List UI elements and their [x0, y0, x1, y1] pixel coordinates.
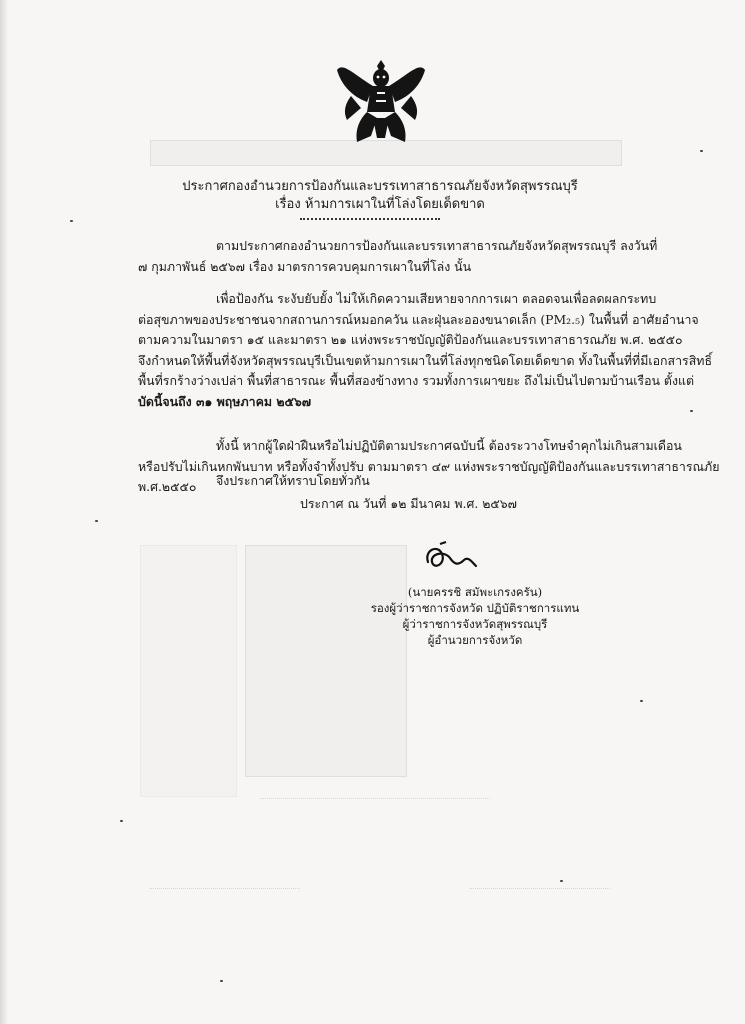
paragraph-reference	[138, 236, 658, 277]
scan-speck	[120, 820, 123, 822]
paragraph-line: ตามประกาศกองอำนวยการป้องกันและบรรเทาสาธารณภัยจังหวัดสุพรรณบุรี ลงวันที่	[216, 238, 658, 253]
paragraph-prohibition	[138, 289, 713, 413]
scan-speck	[70, 220, 73, 222]
scan-speck	[700, 150, 703, 152]
scan-speck	[640, 700, 643, 702]
scan-speck	[220, 980, 223, 982]
scan-edge-shadow	[0, 0, 8, 1024]
paragraph-line: ตามความในมาตรา ๑๕ และมาตรา ๒๑ แห่งพระราชบัญญัติป้องกันและบรรเทาสาธารณภัย พ.ศ. ๒๕๕๐	[138, 332, 683, 348]
prohibition-period: บัดนี้จนถึง ๓๑ พฤษภาคม ๒๕๖๗	[138, 393, 312, 409]
signatory-position: ผู้ว่าราชการจังหวัดสุพรรณบุรี	[402, 617, 548, 631]
signatory-position: ผู้อำนวยการจังหวัด	[427, 633, 523, 647]
paragraph-line: หรือปรับไม่เกินหกพันบาท หรือทั้งจำทั้งปรับ ตามมาตรา ๔๙ แห่งพระราชบัญญัติป้องกันและบรรเทาสาธารณภัย	[138, 458, 720, 474]
handwritten-signature-icon	[420, 540, 480, 574]
bleed-through-column-box	[140, 545, 237, 797]
signatory-name: (นายครรชิ สมัพะเกรงครัน)	[407, 585, 543, 599]
signatory-position: รองผู้ว่าราชการจังหวัด ปฏิบัติราชการแทน	[370, 601, 580, 615]
title-divider	[300, 218, 440, 220]
closing-line: จึงประกาศให้ทราบโดยทั่วกัน	[216, 473, 370, 488]
paragraph-line: ๗ กุมภาพันธ์ ๒๕๖๗ เรื่อง มาตรการควบคุมการเผาในที่โล่ง นั้น	[138, 258, 472, 274]
paragraph-line: จึงกำหนดให้พื้นที่จังหวัดสุพรรณบุรีเป็นเขตห้ามการเผาในที่โล่งทุกชนิดโดยเด็ดขาด ทั้งในพื้นที่ที่มีเอกสารสิทธิ์	[138, 352, 713, 368]
bleed-through-line	[150, 888, 300, 889]
paragraph-line: ต่อสุขภาพของประชาชนจากสถานการณ์หมอกควัน และฝุ่นละอองขนาดเล็ก (PM₂.₅) ในพื้นที่ อาศัยอำนาจ	[138, 311, 699, 327]
scan-speck	[95, 520, 98, 522]
scan-speck	[690, 410, 693, 412]
paragraph-line: พื้นที่รกร้างว่างเปล่า พื้นที่สาธารณะ พื้นที่สองข้างทาง รวมทั้งการเผาขยะ ถึงไม่เป็นไปตามบ้านเรือน ตั้งแต่	[138, 373, 695, 389]
scan-speck	[560, 880, 563, 882]
bleed-through-photo-box	[245, 545, 407, 777]
announcement-subject: เรื่อง ห้ามการเผาในที่โล่งโดยเด็ดขาด	[275, 197, 485, 212]
announcement-date: ประกาศ ณ วันที่ ๑๒ มีนาคม พ.ศ. ๒๕๖๗	[300, 496, 517, 511]
paragraph-line: เพื่อป้องกัน ระงับยับยั้ง ไม่ให้เกิดความเสียหายจากการเผา ตลอดจนเพื่อลดผลกระทบ	[216, 291, 657, 306]
announcement-title: ประกาศกองอำนวยการป้องกันและบรรเทาสาธารณภัยจังหวัดสุพรรณบุรี	[182, 179, 578, 194]
bleed-through-line	[260, 798, 490, 799]
paragraph-line: ทั้งนี้ หากผู้ใดฝ่าฝืนหรือไม่ปฏิบัติตามประกาศฉบับนี้ ต้องระวางโทษจำคุกไม่เกินสามเดือน	[216, 438, 682, 453]
paragraph-line: พ.ศ.๒๕๕๐	[138, 479, 197, 495]
garuda-emblem-icon	[333, 56, 429, 148]
bleed-through-line	[470, 888, 610, 889]
